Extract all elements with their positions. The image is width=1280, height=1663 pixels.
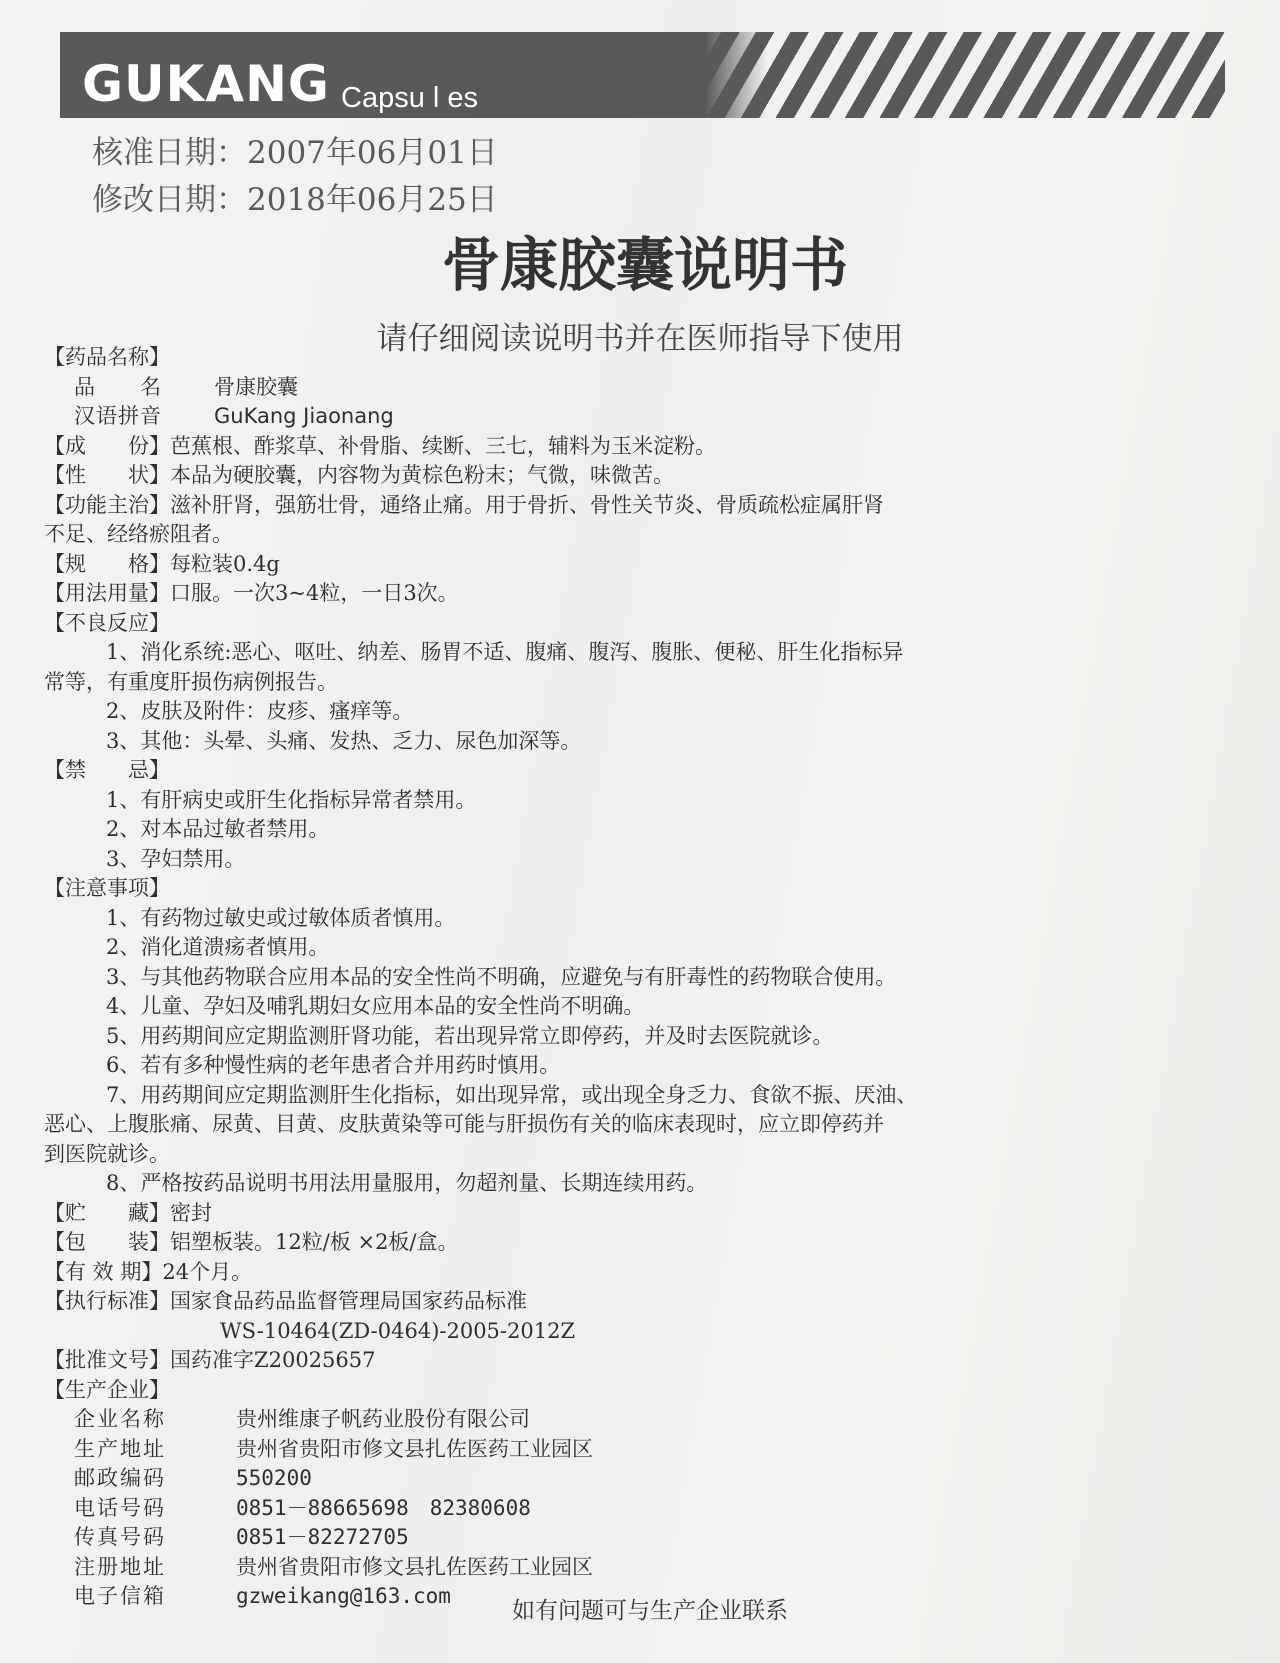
date-block bbox=[92, 130, 498, 224]
list-item: 2、对本品过敏者禁用。 bbox=[106, 817, 330, 841]
revision-date: 修改日期：2018年06月25日 bbox=[92, 182, 498, 218]
brand-logo: GUKANG bbox=[82, 55, 330, 113]
company-row: 企业名称 贵州维康子帆药业股份有限公司 bbox=[74, 1407, 530, 1431]
list-item-continued: 常等，有重度肝损伤病例报告。 bbox=[44, 669, 338, 694]
list-item: 3、与其他药物联合应用本品的安全性尚不明确，应避免与有肝毒性的药物联合使用。 bbox=[106, 964, 897, 989]
brand-subtitle: Capsu l es bbox=[341, 82, 479, 114]
document-title: 骨康胶囊说明书 bbox=[441, 231, 848, 299]
list-item: 3、孕妇禁用。 bbox=[106, 846, 246, 871]
list-item: 1、有肝病史或肝生化指标异常者禁用。 bbox=[106, 787, 477, 812]
document-subtitle: 请仔细阅读说明书并在医师指导下使用 bbox=[376, 321, 904, 357]
list-item: 8、严格按药品说明书用法用量服用，勿超剂量、长期连续用药。 bbox=[106, 1171, 708, 1195]
section-package: 【包 装】 铝塑板装。12粒/板 ×2板/盒。 bbox=[44, 1230, 459, 1254]
section-contraindications: 【禁 忌】 bbox=[44, 758, 170, 782]
brand-header-bar bbox=[60, 32, 1225, 118]
list-item: 1、消化系统:恶心、呕吐、纳差、肠胃不适、腹痛、腹泻、腹胀、便秘、肝生化指标异 bbox=[106, 640, 904, 664]
approval-date: 核准日期：2007年06月01日 bbox=[92, 135, 498, 171]
footer-note: 如有问题可与生产企业联系 bbox=[512, 1598, 788, 1624]
indications-continued: 不足、经络瘀阻者。 bbox=[44, 522, 233, 546]
list-item: 5、用药期间应定期监测肝肾功能，若出现异常立即停药，并及时去医院就诊。 bbox=[106, 1023, 834, 1048]
fax-row: 传真号码 0851－82272705 bbox=[74, 1525, 409, 1549]
section-character: 【性 状】 本品为硬胶囊，内容物为黄棕色粉末；气微，味微苦。 bbox=[44, 463, 674, 487]
section-dosage: 【用法用量】 口服。一次3~4粒，一日3次。 bbox=[44, 581, 459, 605]
section-standard: 【执行标准】 国家食品药品监督管理局国家药品标准 bbox=[44, 1289, 527, 1313]
section-approval: 【批准文号】 国药准字Z20025657 bbox=[44, 1348, 376, 1372]
list-item: 7、用药期间应定期监测肝生化指标，如出现异常，或出现全身乏力、食欲不振、厌油、 bbox=[106, 1082, 918, 1107]
leaflet-body bbox=[44, 343, 1244, 1612]
list-item: 1、有药物过敏史或过敏体质者慎用。 bbox=[106, 905, 456, 930]
list-item: 6、若有多种慢性病的老年患者合并用药时慎用。 bbox=[106, 1053, 561, 1077]
section-adverse-reactions: 【不良反应】 bbox=[44, 610, 170, 635]
section-precautions: 【注意事项】 bbox=[44, 876, 170, 900]
registered-address-row: 注册地址 贵州省贵阳市修文县扎佐医药工业园区 bbox=[74, 1554, 593, 1579]
section-spec: 【规 格】 每粒装0.4g bbox=[44, 551, 280, 576]
list-item-continued: 到医院就诊。 bbox=[44, 1141, 170, 1166]
section-validity: 【有 效 期】 24个月。 bbox=[44, 1259, 253, 1284]
postcode-row: 邮政编码 550200 bbox=[74, 1466, 312, 1490]
list-item: 3、其他：头晕、头痛、发热、乏力、尿色加深等。 bbox=[106, 728, 582, 753]
section-ingredients: 【成 份】 芭蕉根、酢浆草、补骨脂、续断、三七，辅料为玉米淀粉。 bbox=[44, 433, 716, 458]
product-name-row: 品 名 骨康胶囊 bbox=[74, 374, 298, 399]
address-row: 生产地址 贵州省贵阳市修文县扎佐医药工业园区 bbox=[74, 1436, 593, 1461]
section-drug-name bbox=[44, 343, 1244, 373]
section-indications: 【功能主治】 滋补肝肾，强筋壮骨，通络止痛。用于骨折、骨性关节炎、骨质疏松症属肝肾 bbox=[44, 492, 884, 517]
email-row: 电子信箱 gzweikang@163.com bbox=[74, 1584, 451, 1608]
pinyin-row: 汉语拼音 GuKang Jiaonang bbox=[74, 404, 394, 428]
list-item: 2、皮肤及附件：皮疹、瘙痒等。 bbox=[106, 699, 414, 723]
section-manufacturer: 【生产企业】 bbox=[44, 1377, 170, 1402]
list-item: 4、儿童、孕妇及哺乳期妇女应用本品的安全性尚不明确。 bbox=[106, 994, 645, 1018]
phone-row: 电话号码 0851－88665698 82380608 bbox=[74, 1495, 531, 1520]
list-item: 2、消化道溃疡者慎用。 bbox=[106, 935, 330, 959]
section-storage: 【贮 藏】 密封 bbox=[44, 1200, 212, 1225]
section-label: 【药品名称】 bbox=[44, 345, 170, 369]
standard-code: WS-10464(ZD-0464)-2005-2012Z bbox=[220, 1318, 576, 1343]
list-item-continued: 恶心、上腹胀痛、尿黄、目黄、皮肤黄染等可能与肝损伤有关的临床表现时，应立即停药并 bbox=[44, 1112, 884, 1136]
